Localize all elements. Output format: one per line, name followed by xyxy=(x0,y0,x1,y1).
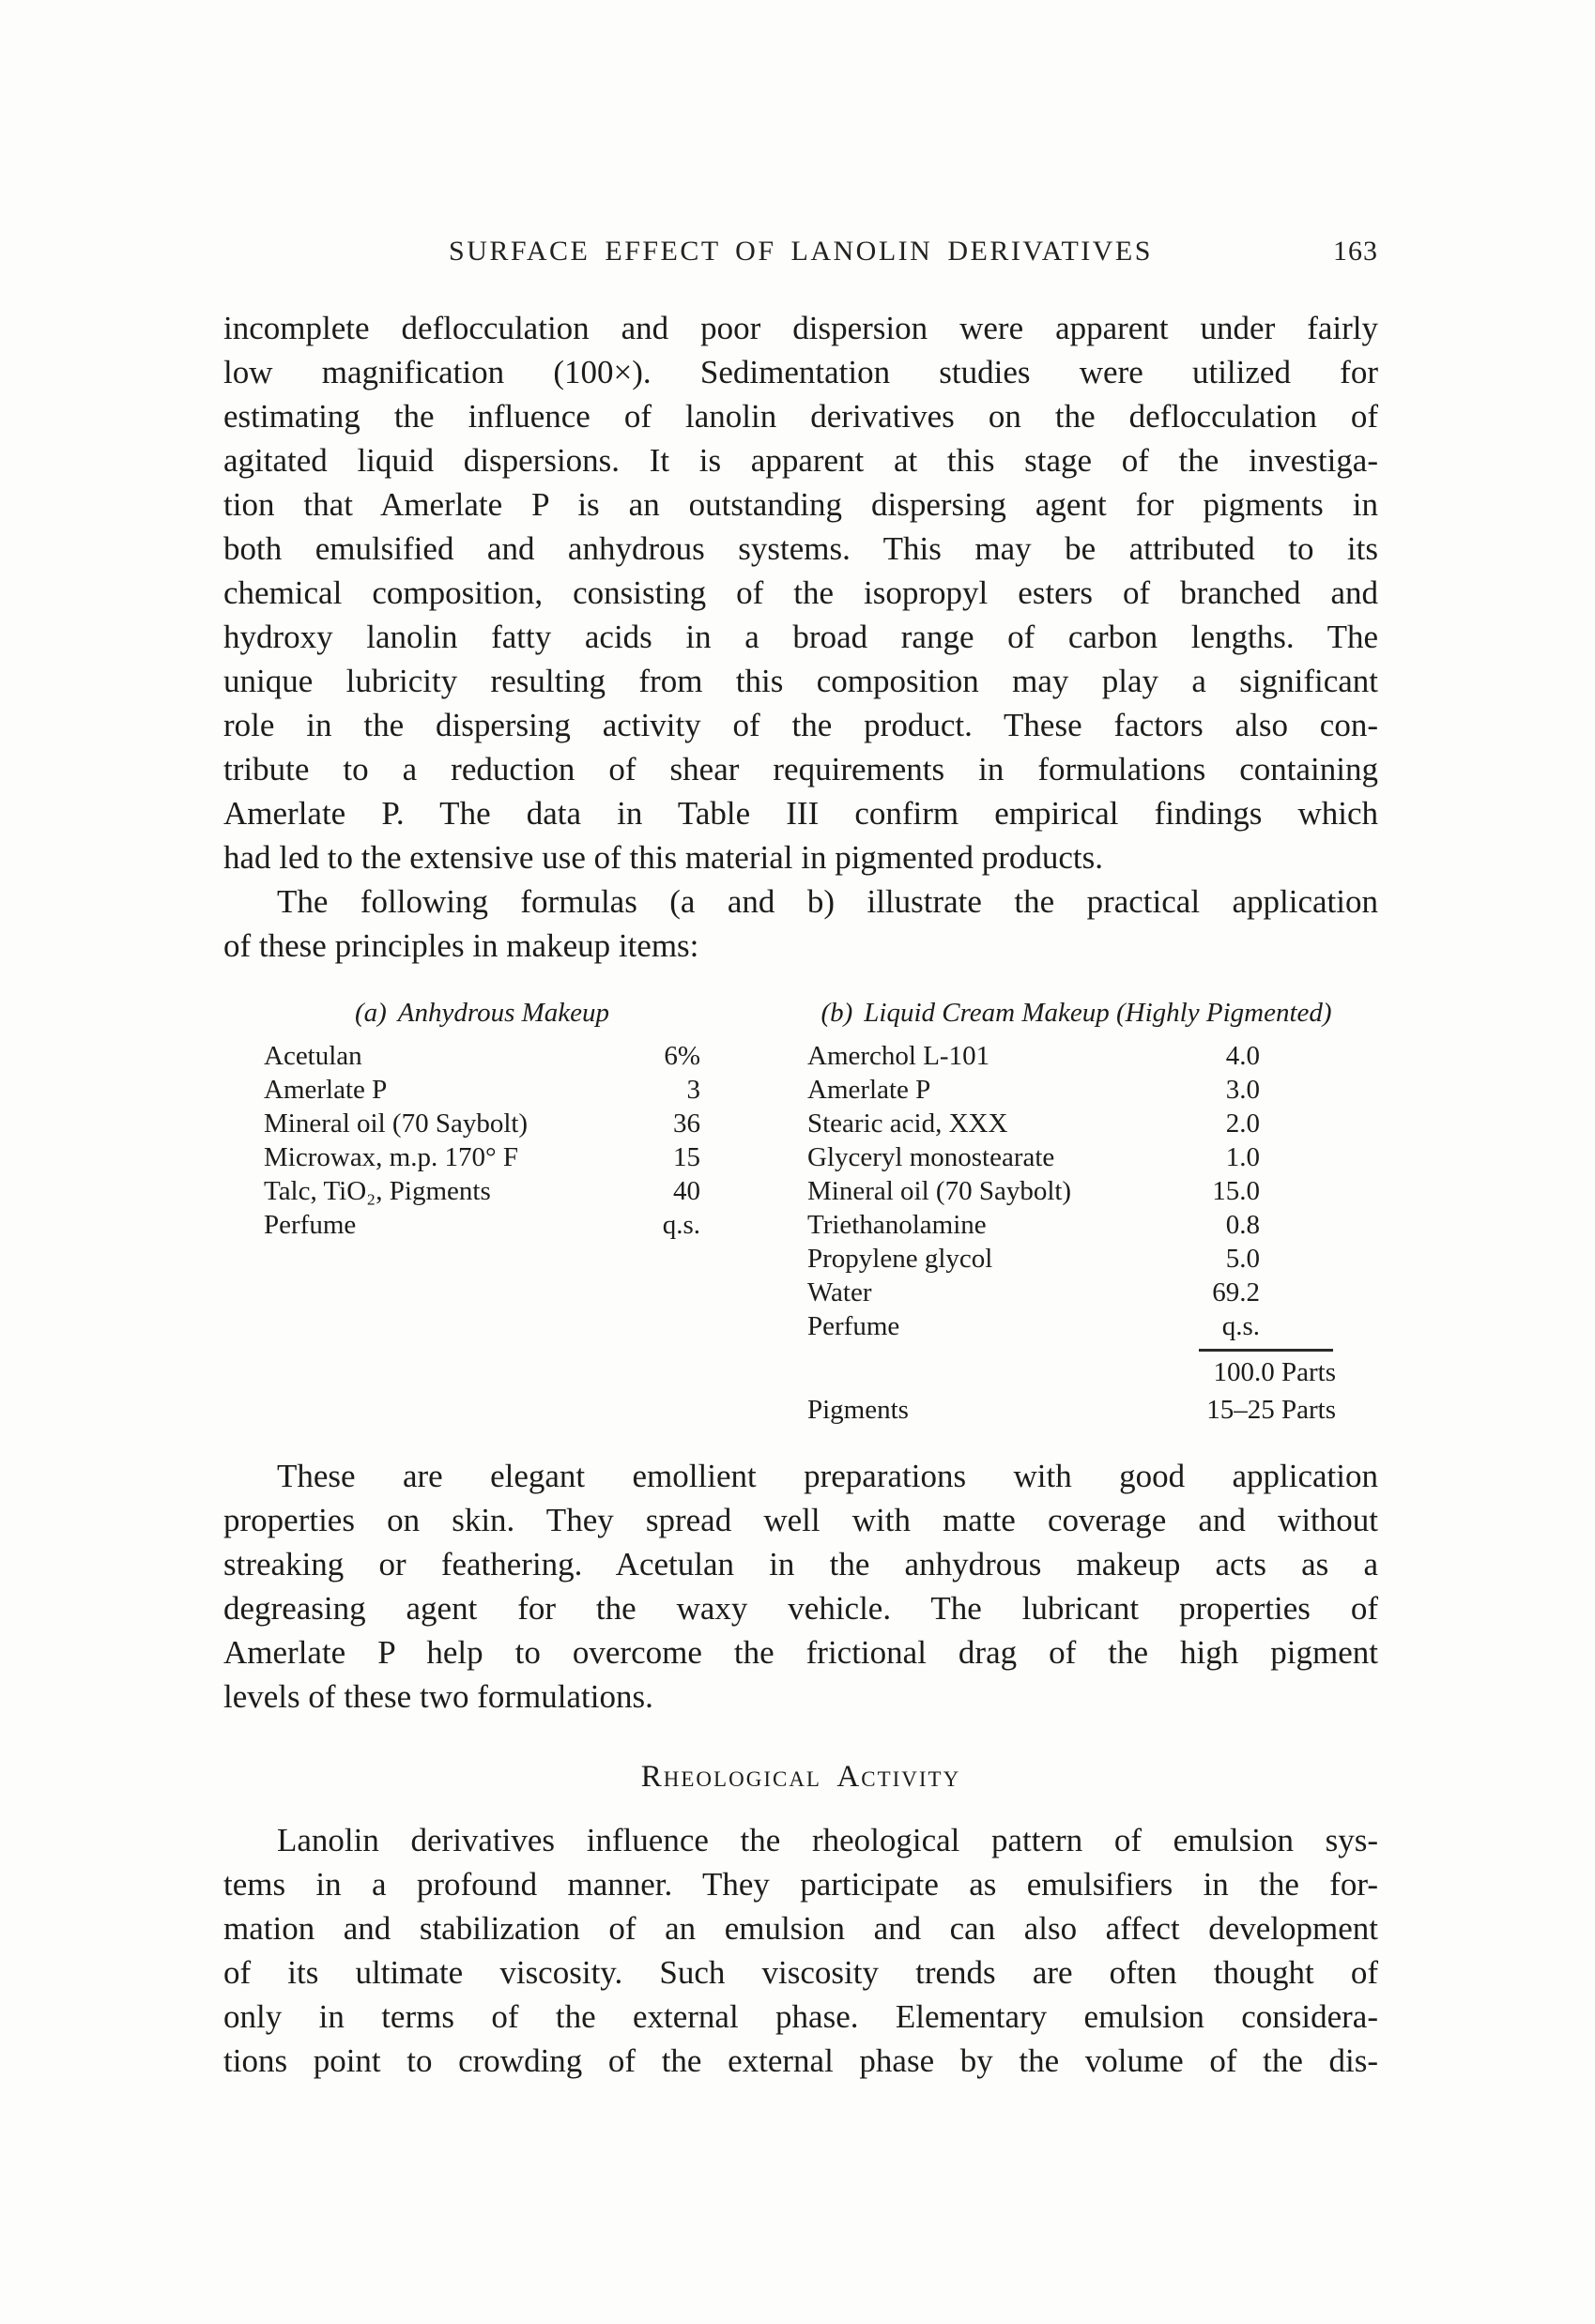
formula-b-label: (b) xyxy=(821,998,853,1028)
running-head-title: SURFACE EFFECT OF LANOLIN DERIVATIVES xyxy=(449,236,1153,267)
formula-row xyxy=(264,1073,700,1107)
pigments-row xyxy=(787,1393,1366,1427)
formula-row xyxy=(787,1174,1366,1208)
formula-a-rows xyxy=(264,1039,700,1242)
paragraph-1 xyxy=(223,306,1378,879)
ingredient-amount: 0.8 xyxy=(1225,1210,1260,1240)
formula-row xyxy=(787,1309,1366,1343)
ingredient-name: Mineral oil (70 Saybolt) xyxy=(807,1176,1072,1206)
ingredient-name: Triethanolamine xyxy=(807,1210,987,1240)
formula-tables xyxy=(223,992,1378,1433)
text-line: incomplete deflocculation and poor dispersion were apparent under fairly xyxy=(223,310,1378,346)
ingredient-amount: q.s. xyxy=(662,1210,700,1240)
text-line: The following formulas (a and b) illustrate the practical application xyxy=(277,883,1378,920)
ingredient-name: Perfume xyxy=(264,1210,357,1240)
ingredient-name: Talc, TiO₂, Pigments xyxy=(264,1176,491,1206)
formula-row xyxy=(787,1107,1366,1140)
text-line: Lanolin derivatives influence the rheological pattern of emulsion sys- xyxy=(277,1822,1378,1858)
text-line: hydroxy lanolin fatty acids in a broad range of carbon lengths. The xyxy=(223,619,1378,655)
formula-row xyxy=(787,1208,1366,1242)
text-line: Amerlate P help to overcome the frictional drag of the high pigment xyxy=(223,1634,1378,1671)
paragraph-3 xyxy=(223,1454,1378,1719)
ingredient-name: Microwax, m.p. 170° F xyxy=(264,1142,518,1172)
formula-row xyxy=(787,1073,1366,1107)
ingredient-name: Amerlate P xyxy=(264,1075,388,1105)
ingredient-amount: 69.2 xyxy=(1212,1277,1260,1307)
text-line: streaking or feathering. Acetulan in the anhydrous makeup acts as a xyxy=(223,1546,1378,1582)
ingredient-name: Glyceryl monostearate xyxy=(807,1142,1055,1172)
formula-row xyxy=(787,1039,1366,1073)
text-line: tribute to a reduction of shear requirements in formulations containing xyxy=(223,751,1378,787)
total-row xyxy=(787,1355,1366,1389)
formula-row xyxy=(787,1140,1366,1174)
page-body xyxy=(223,306,1378,2083)
section-heading: Rheological Activity xyxy=(640,1760,961,1794)
formula-table-b xyxy=(787,992,1366,1427)
formula-row xyxy=(264,1039,700,1073)
formula-row xyxy=(264,1107,700,1140)
formula-row xyxy=(787,1276,1366,1309)
ingredient-amount: 36 xyxy=(673,1108,700,1139)
ingredient-name: Stearic acid, XXX xyxy=(807,1108,1008,1139)
text-line: tion that Amerlate P is an outstanding dispersing agent for pigments in xyxy=(223,486,1378,523)
paragraph-2 xyxy=(223,879,1378,968)
formula-row xyxy=(264,1140,700,1174)
ingredient-amount: 2.0 xyxy=(1225,1108,1260,1139)
ingredient-amount: 1.0 xyxy=(1225,1142,1260,1172)
ingredient-amount: 40 xyxy=(673,1176,700,1206)
text-line: degreasing agent for the waxy vehicle. The lubricant properties of xyxy=(223,1590,1378,1627)
formula-row xyxy=(787,1242,1366,1276)
ingredient-name: Propylene glycol xyxy=(807,1244,993,1274)
ingredient-amount: 15 xyxy=(673,1142,700,1172)
ingredient-amount: 15–25 Parts xyxy=(1206,1395,1336,1425)
ingredient-name: Water xyxy=(807,1277,872,1307)
text-line: of these principles in makeup items: xyxy=(223,927,699,964)
text-line: tions point to crowding of the external phase by the volume of the dis- xyxy=(223,2042,1378,2079)
text-line: chemical composition, consisting of the isopropyl esters of branched and xyxy=(223,574,1378,611)
formula-table-a xyxy=(264,992,700,1242)
text-line: had led to the extensive use of this material in pigmented products. xyxy=(223,839,1103,876)
text-line: both emulsified and anhydrous systems. This may be attributed to its xyxy=(223,530,1378,567)
formula-row xyxy=(264,1174,700,1208)
ingredient-name: Amerchol L-101 xyxy=(807,1041,990,1071)
total-amount: 100.0 Parts xyxy=(1213,1357,1336,1387)
paragraph-4 xyxy=(223,1818,1378,2083)
formula-a-title: Anhydrous Makeup xyxy=(397,998,610,1028)
ingredient-amount: 15.0 xyxy=(1212,1176,1260,1206)
formula-b-heading xyxy=(787,992,1366,1033)
ingredient-name: Acetulan xyxy=(264,1041,362,1071)
ingredient-amount: q.s. xyxy=(1221,1311,1260,1341)
formula-a-heading xyxy=(264,992,700,1033)
text-line: estimating the influence of lanolin derivatives on the deflocculation of xyxy=(223,398,1378,435)
formula-row xyxy=(264,1208,700,1242)
formula-b-rows xyxy=(787,1039,1366,1343)
ingredient-name: Pigments xyxy=(807,1395,909,1425)
ingredient-amount: 5.0 xyxy=(1225,1244,1260,1274)
text-line: unique lubricity resulting from this composition may play a significant xyxy=(223,663,1378,699)
text-line: agitated liquid dispersions. It is apparent at this stage of the investiga- xyxy=(223,442,1378,479)
text-line: mation and stabilization of an emulsion and can also affect development xyxy=(223,1910,1378,1947)
text-line: of its ultimate viscosity. Such viscosity trends are often thought of xyxy=(223,1954,1378,1991)
ingredient-name: Perfume xyxy=(807,1311,900,1341)
text-line: tems in a profound manner. They participate as emulsifiers in the for- xyxy=(223,1866,1378,1903)
text-line: These are elegant emollient preparations with good application xyxy=(277,1458,1378,1494)
text-line: only in terms of the external phase. Elementary emulsion considera- xyxy=(223,1998,1378,2035)
total-rule xyxy=(1199,1349,1333,1352)
text-line: Amerlate P. The data in Table III confirm empirical findings which xyxy=(223,795,1378,832)
running-header xyxy=(223,231,1378,272)
ingredient-name: Mineral oil (70 Saybolt) xyxy=(264,1108,529,1139)
ingredient-amount: 3.0 xyxy=(1225,1075,1260,1105)
text-line: properties on skin. They spread well with matte coverage and without xyxy=(223,1502,1378,1538)
ingredient-name: Amerlate P xyxy=(807,1075,931,1105)
formula-a-label: (a) xyxy=(354,998,387,1028)
formula-b-title: Liquid Cream Makeup (Highly Pigmented) xyxy=(864,998,1332,1028)
text-line: levels of these two formulations. xyxy=(223,1678,653,1715)
page-number: 163 xyxy=(1333,236,1378,267)
text-line: low magnification (100×). Sedimentation studies were utilized for xyxy=(223,354,1378,390)
text-line: role in the dispersing activity of the product. These factors also con- xyxy=(223,707,1378,743)
ingredient-amount: 3 xyxy=(686,1075,700,1105)
ingredient-amount: 4.0 xyxy=(1225,1041,1260,1071)
ingredient-amount: 6% xyxy=(664,1041,700,1071)
